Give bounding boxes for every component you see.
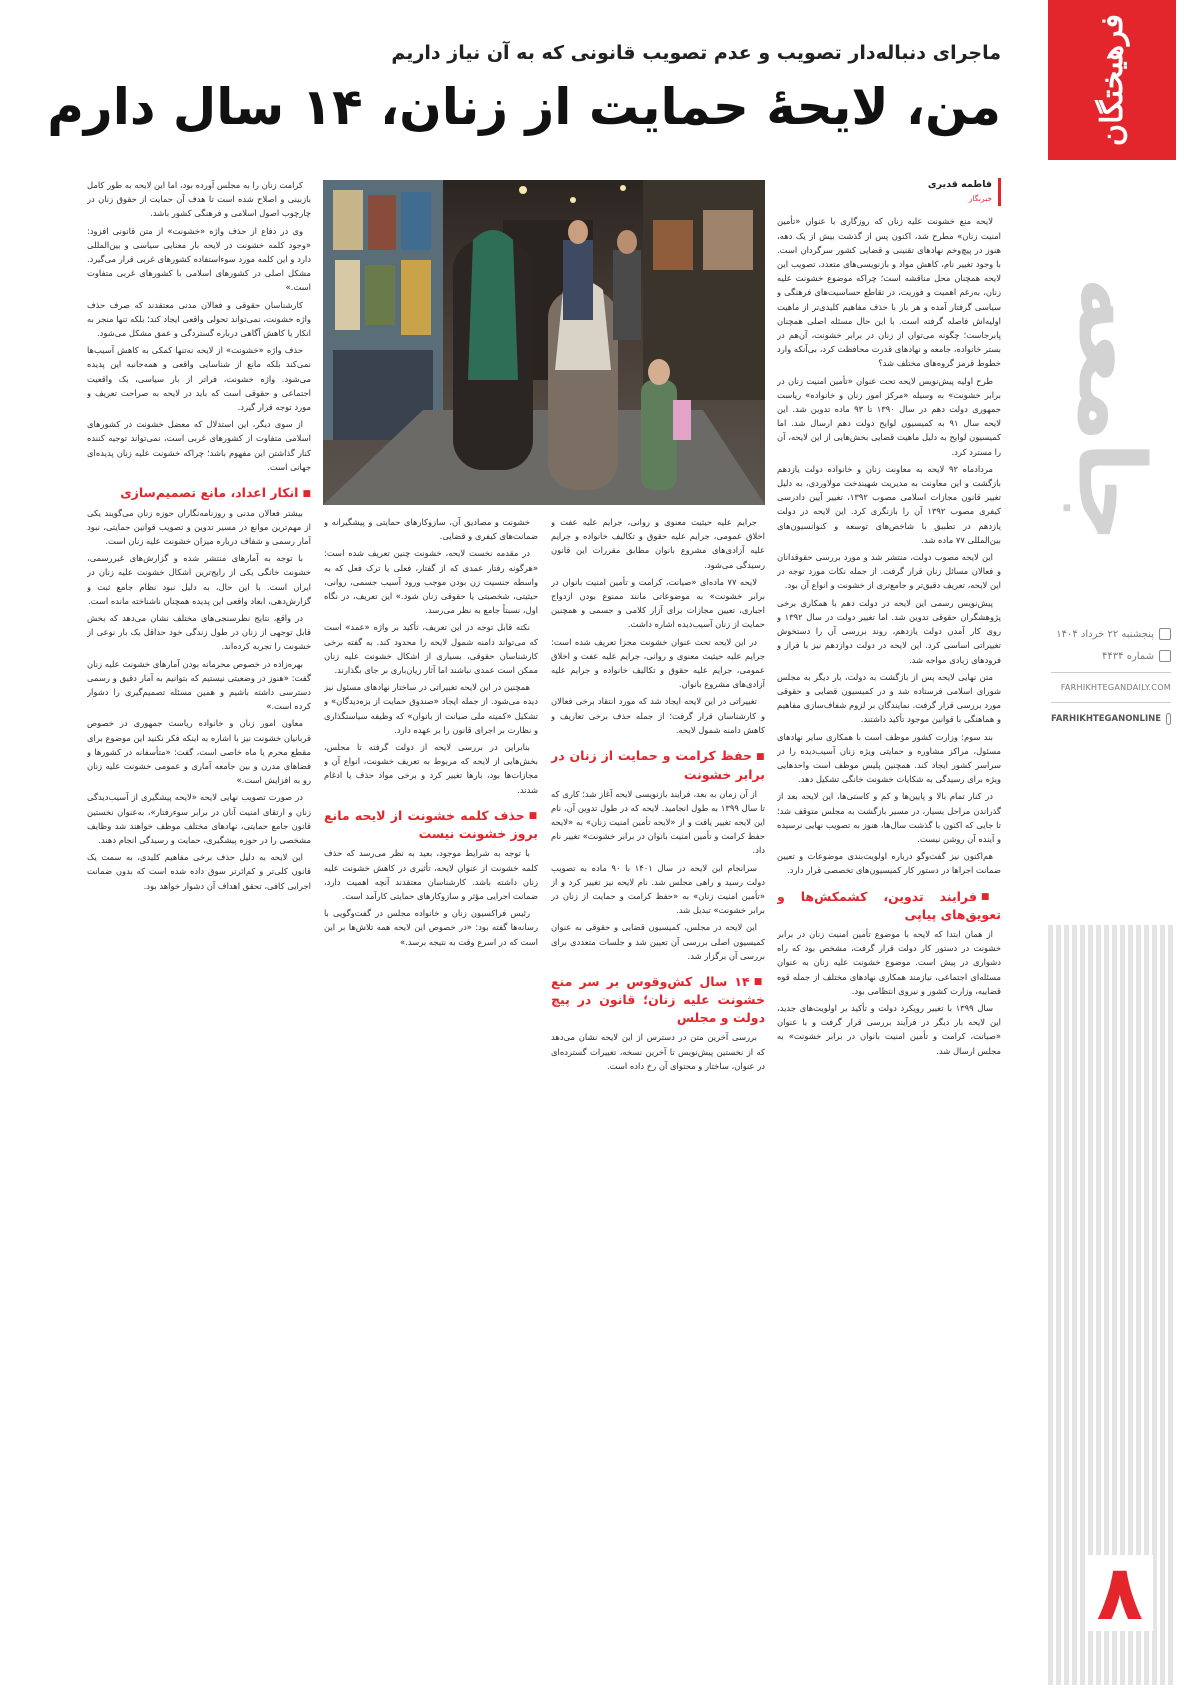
author-name: فاطمه قدیری [927, 179, 992, 190]
article-kicker: ماجرای دنباله‌دار تصویب و عدم تصویب قانونی که به آن نیاز داریم [391, 42, 1001, 64]
photo-illustration [323, 180, 765, 505]
issue-number-row [1051, 650, 1171, 662]
divider [1051, 672, 1171, 673]
paragraph: در واقع، نتایج نظرسنجی‌های مختلف نشان می‌دهد که بخش قابل توجهی از زنان در طول زندگی خود حداقل یک بار نوعی از خشونت را تجربه کرده‌اند. [87, 612, 311, 652]
paragraph: لایحه ۷۷ ماده‌ای «صیانت، کرامت و تأمین امنیت بانوان در برابر خشونت» به موضوعاتی مانند ممنوع بودن ازدواج اجباری، تعیین مجازات برای آزار کلامی و جسمی و همچنین حمایت از زنان آسیب‌دیده اشاره داشت. [551, 576, 765, 630]
paragraph: از همان ابتدا که لایحه با موضوع تأمین امنیت زنان در برابر خشونت در دستور کار دولت قرار گرفت، مشخص بود که راه دشواری در پیش است. موضوع خشونت علیه زنان به عنوان مسئله‌ای اجتماعی، نیازمند همکاری نهادهای مختلف از جمله قوه قضاییه، وزارت کشور و نیروی انتظامی بود. [777, 929, 1001, 996]
article-column-4 [87, 178, 311, 1688]
paragraph: پیش‌نویس رسمی این لایحه در دولت دهم با همکاری برخی پژوهشگران حقوقی تدوین شد. اما تغییر دولت در سال ۱۳۹۲ و روی کار آمدن دولت یازدهم، روند بررسی آن را دستخوش تغییراتی اساسی کرد. این لایحه در دولت دوازدهم نیز با فراز و فرودهای زیادی مواجه شد. [777, 597, 1001, 665]
paragraph: جرایم علیه حیثیت معنوی و روانی، جرایم علیه عفت و اخلاق عمومی، جرایم علیه حقوق و تکالیف خانواده و جرایم علیه آزادی‌های مشروع بانوان مطابق مقررات این قانون رسیدگی می‌شود. [551, 517, 765, 570]
logo-text: فرهیختگان [1094, 14, 1130, 146]
paragraph: از آن زمان به بعد، فرایند بازنویسی لایحه آغاز شد؛ کاری که تا سال ۱۳۹۹ به طول انجامید. لایحه که در طول تدوین آن، نام این لایحه تغییر یافت و از «لایحه تأمین امنیت زنان» به «لایحه حفظ کرامت و تأمین امنیت بانوان در برابر خشونت» تغییر نام داد. [551, 788, 765, 856]
website: FARHIKHTEGANDAILY.COM [1060, 683, 1171, 692]
newspaper-icon [1159, 650, 1171, 662]
subheading: ■ حذف کلمه خشونت از لایحه مانع بروز خشونت نیست [324, 807, 538, 844]
paragraph: نکته قابل توجه در این تعریف، تأکید بر واژه «عمد» است که می‌تواند دامنه شمول لایحه را محدود کند. به گفته برخی کارشناسان حقوقی، بسیاری از اشکال خشونت علیه زنان ممکن است عمدی نباشند اما آثار زیان‌باری بر جای بگذارند. [324, 622, 538, 676]
social-handle: FARHIKHTEGANONLINE [1051, 714, 1162, 724]
paragraph: با توجه به شرایط موجود، بعید به نظر می‌رسد که حذف کلمه خشونت از عنوان لایحه، تأثیری در کاهش خشونت علیه زنان داشته باشد. کارشناسان معتقدند آنچه اهمیت دارد، ضمانت اجرایی مؤثر و سازوکارهای حمایتی کارآمد است. [324, 848, 538, 901]
instagram-icon [1166, 713, 1171, 725]
paragraph: از سوی دیگر، این استدلال که معضل خشونت در کشورهای اسلامی متفاوت از کشورهای غربی است، نمی‌تواند توجیه کننده کنار گذاشتن این مفهوم باشد؛ چراکه خشونت علیه زنان پدیده‌ای جهانی است. [87, 419, 311, 472]
paragraph: کارشناسان حقوقی و فعالان مدنی معتقدند که صرف حذف واژه خشونت، نمی‌تواند تحولی واقعی ایجاد کند؛ بلکه تنها منجر به انکار یا کاهش آگاهی درباره گستردگی و عمق مشکل می‌شود. [87, 299, 311, 339]
paragraph: خشونت و مصادیق آن، سازوکارهای حمایتی و پیشگیرانه و ضمانت‌های کیفری و قضایی. [324, 517, 538, 542]
paragraph: این لایحه به دلیل حذف برخی مفاهیم کلیدی، به سمت یک قانون کلی‌تر و کم‌اثرتر سوق داده شده است که بدون ضمانت اجرایی کافی، تحقق اهداف آن دشوار خواهد بود. [87, 852, 311, 891]
paragraph: متن نهایی لایحه پس از بازگشت به دولت، بار دیگر به مجلس شورای اسلامی فرستاده شد و در کمیسیون قضایی و حقوقی مورد بررسی قرار گرفت. نمایندگان بر لزوم شفاف‌سازی مفاهیم و هماهنگی با قوانین موجود تأکید داشتند. [777, 671, 1001, 725]
section-title [1057, 210, 1165, 610]
paragraph: بررسی آخرین متن در دسترس از این لایحه نشان می‌دهد که از نخستین پیش‌نویس تا آخرین نسخه، تغییرات گسترده‌ای در عنوان، ساختار و محتوای آن رخ داده است. [551, 1032, 765, 1071]
subheading: ■ ۱۴ سال کش‌وقوس بر سر منع خشونت علیه زنان؛ قانون در پیچ دولت و مجلس [551, 973, 765, 1028]
paragraph: با توجه به آمارهای منتشر شده و گزارش‌های غیررسمی، خشونت خانگی یکی از رایج‌ترین اشکال خشونت علیه زنان در ایران است. با این حال، به دلیل نبود نظام جامع ثبت و گزارش‌دهی، ابعاد واقعی این پدیده همچنان ناشناخته مانده است. [87, 553, 311, 606]
paragraph: رئیس فراکسیون زنان و خانواده مجلس در گفت‌وگویی با رسانه‌ها گفته بود: «در خصوص این لایحه همه تلاش‌ها بر این است که در اسرع وقت به نتیجه برسد.» [324, 908, 538, 947]
paragraph: لایحه منع خشونت علیه زنان که روزگاری با عنوان «تأمین امنیت زنان» مطرح شد، اکنون پس از گذشت بیش از یک دهه، هنوز در پیچ‌وخم نهادهای تقنینی و قضایی کشور سرگردان است. با وجود تغییر نام، کاهش مواد و بازنویسی‌های متعدد، تصویب این لایحه همچنان محل مناقشه است؛ چراکه موضوع خشونت علیه زنان، به‌رغم اهمیت و فوریت، در تقاطع حساسیت‌های فرهنگی و سیاسی گرفتار آمده و هر بار با حذف مفاهیم کلیدی‌تر از ماهیت اولیه‌اش فاصله گرفته است. با این حال مسئله اصلی همچنان پابرجاست؛ چگونه می‌توان از زنان در برابر خشونت، آن‌هم در بستر خانواده، جامعه و نهادهای قدرت محافظت کرد، بی‌آنکه وارد خطوط قرمز گروه‌های مختلف شد؟ [777, 216, 1001, 369]
article-column-2 [551, 515, 765, 1690]
paragraph: طرح اولیه پیش‌نویس لایحه تحت عنوان «تأمین امنیت زنان در برابر خشونت» به وسیله «مرکز امور زنان و خانواده» ریاست جمهوری دولت دهم در سال ۱۳۹۰ تا ۹۳ ماده تدوین شد. این لایحه سال ۹۱ به کمیسیون لوایح دولت دهم ارسال شد. اما کمیسیون لوایح به دلیل ماهیت قضایی بخش‌هایی از این لایحه، آن را مسترد کرد. [777, 375, 1001, 457]
paragraph: این لایحه مصوب دولت، منتشر شد و مورد بررسی حقوقدانان و فعالان مسائل زنان قرار گرفت. از جمله نکات مورد توجه در این لایحه، تعریف دقیق‌تر و جامع‌تری از خشونت و انواع آن بود. [777, 552, 1001, 591]
article-column-1 [777, 178, 1001, 1688]
paragraph: بنابراین در بررسی لایحه از دولت گرفته تا مجلس، بخش‌هایی از لایحه که مربوط به تعریف خشونت، انواع آن و مجازات‌ها بود، بارها تغییر کرد و برخی مواد حذف یا ادغام شدند. [324, 742, 538, 795]
paragraph: معاون امور زنان و خانواده ریاست جمهوری در خصوص قربانیان خشونت نیز با اشاره به اینکه فکر نکنید این موضوع برای مقطع محرم یا ماه خاصی است، گفت: «متأسفانه در کشورها و فضاهای مدرن و بین جامعه آماری و عمومی خشونت علیه زنان رو به افزایش است.» [87, 718, 311, 786]
issue-number: شماره ۴۴۳۴ [1102, 650, 1154, 662]
calendar-icon [1159, 628, 1171, 640]
paragraph: کرامت زنان را به مجلس آورده بود، اما این لایحه به طور کامل بازبینی و اصلاح شده است تا هدف آن حمایت از حقوق زنان در چارچوب اصول اسلامی و فرهنگی کشور باشد. [87, 180, 311, 219]
social-row [1051, 713, 1171, 725]
paragraph: هم‌اکنون نیز گفت‌وگو درباره اولویت‌بندی موضوعات و تعیین ضمانت اجراها در دستور کار کمیسیون‌های تخصصی قرار دارد. [777, 851, 1001, 876]
paragraph: بیشتر فعالان مدنی و روزنامه‌نگاران حوزه زنان می‌گویند یکی از مهم‌ترین موانع در مسیر تدوین و تصویب قوانین حمایتی، نبود آمار رسمی و شفاف درباره میزان خشونت علیه زنان است. [87, 507, 311, 546]
byline [777, 178, 1001, 206]
subheading: ■ حفظ کرامت و حمایت از زنان در برابر خشونت [551, 747, 765, 784]
paragraph: مرداد‌ماه ۹۲ لایحه به معاونت زنان و خانواده دولت یازدهم بازگشت و این معاونت به مدیریت شهیندخت مولاوردی، به دلیل تغییر قانون مجازات اسلامی مصوب ۱۳۹۲، تغییر آیین دادرسی کیفری مصوب ۱۳۹۲ آن را بازنگری کرد. این لایحه در دولت یازدهم در تطبیق با شاخص‌های توسعه و کنوانسیون‌های بین‌المللی ۷۷ ماده شد. [777, 463, 1001, 545]
right-sidebar-strip [1048, 0, 1191, 1700]
paragraph: حذف واژه «خشونت» از لایحه نه‌تنها کمکی به کاهش آسیب‌ها نمی‌کند بلکه مانع از شناسایی واقعی و همه‌جانبه این پدیده می‌شود. واژه خشونت، فراتر از بار سیاسی، یک واقعیت اجتماعی و حقوقی است که باید در لایحه به صراحت تعریف و مورد توجه قرار گیرد. [87, 345, 311, 413]
paragraph: سال ۱۳۹۹ با تغییر رویکرد دولت و تأکید بر اولویت‌های جدید، این لایحه بار دیگر در فرآیند بررسی قرار گرفت و با عنوان «صیانت، کرامت و تأمین امنیت بانوان در برابر خشونت» به مجلس ارسال شد. [777, 1003, 1001, 1056]
paragraph: وی در دفاع از حذف واژه «خشونت» از متن قانونی افزود: «وجود کلمه خشونت در لایحه بار معنایی سیاسی و بین‌المللی دارد و این کلمه مورد سوءاستفاده کشورهای غربی قرار می‌گیرد. مشکل اصلی در کشورهای اسلامی با کشورهای غربی متفاوت است.» [87, 225, 311, 293]
paragraph: تغییراتی در این لایحه ایجاد شد که مورد انتقاد برخی فعالان و کارشناسان قرار گرفت؛ از جمله حذف برخی تعاریف و کاهش دامنه شمول لایحه. [551, 696, 765, 735]
paragraph: سرانجام این لایحه در سال ۱۴۰۱ با ۹۰ ماده به تصویب دولت رسید و راهی مجلس شد. نام لایحه نیز تغییر کرد و از «تأمین امنیت زنان» به «حفظ کرامت و حمایت از زنان در برابر خشونت» تبدیل شد. [551, 862, 765, 916]
paragraph: در صورت تصویب نهایی لایحه «لایحه پیشگیری از آسیب‌دیدگی زنان و ارتقای امنیت آنان در برابر سوءرفتار»، به‌عنوان نخستین قانون جامع حمایتی، نهادهای مختلف موظف خواهند شد وظایف مشخصی را در حوزه پیشگیری، حمایت و رسیدگی انجام دهند. [87, 792, 311, 846]
divider [1051, 702, 1171, 703]
newspaper-logo [1048, 0, 1176, 160]
subheading: ■ فرایند تدوین، کشمکش‌ها و تعویق‌های پیاپی [777, 888, 1001, 925]
paragraph: این لایحه در مجلس، کمیسیون قضایی و حقوقی به عنوان کمیسیون اصلی بررسی آن تعیین شد و جلسات متعددی برای بررسی آن برگزار شد. [551, 922, 765, 961]
article-column-3 [324, 515, 538, 1690]
paragraph: در کنار تمام بالا و پایین‌ها و کم و کاستی‌ها، این لایحه بعد از گذراندن مراحل بسیار، در مسیر بازگشت به مجلس متوقف شد؛ تا جایی که اکنون با گذشت سال‌ها، هنوز به تصویب نهایی نرسیده و آینده آن روشن نیست. [777, 791, 1001, 844]
paragraph: در مقدمه نخست لایحه، خشونت چنین تعریف شده است: «هرگونه رفتار عمدی که از گفتار، فعلی یا ترک فعل که به واسطه جنسیت زن بودن موجب ورود آسیب جسمی، روانی، حیثیتی، شخصیتی یا حقوقی زنان شود.» این تعریف، در نگاه اول، نسبتاً جامع به نظر می‌رسد. [324, 548, 538, 616]
page-number: ۸ [1087, 1555, 1153, 1631]
issue-meta [1051, 628, 1171, 735]
section-name: جامعه [1057, 277, 1165, 543]
author-role: خبرنگار [968, 194, 992, 204]
issue-date-row [1051, 628, 1171, 640]
paragraph: همچنین در این لایحه تغییراتی در ساختار نهادهای مسئول نیز دیده می‌شود. از جمله ایجاد «صندوق حمایت از بزه‌دیدگان» و تشکیل «کمیته ملی صیانت از بانوان» که وظیفه سیاستگذاری و نظارت بر اجرای قانون را بر عهده دارد. [324, 682, 538, 735]
paragraph: در این لایحه تحت عنوان خشونت مجزا تعریف شده است: جرایم علیه حیثیت معنوی و روانی، جرایم علیه عفت و اخلاق عمومی، جرایم علیه حقوق و تکالیف خانواده و جرایم علیه آزادی‌های مشروع بانوان. [551, 636, 765, 690]
paragraph: بند سوم: وزارت کشور موظف است با همکاری سایر نهادهای مسئول، مراکز مشاوره و حمایتی ویژه زنان آسیب‌دیده را در سراسر کشور ایجاد کند. همچنین پلیس موظف است واحدهایی ویژه برای رسیدگی به شکایات خشونت خانگی تشکیل دهد. [777, 731, 1001, 785]
paragraph: بهره‌زاده در خصوص محرمانه بودن آمارهای خشونت علیه زنان گفت: «هنوز در وضعیتی نیستیم که بتوانیم به آمار دقیق و رسمی دسترسی داشته باشیم و همین مسئله تصمیم‌گیری را دشوار کرده است.» [87, 658, 311, 712]
website-row [1051, 683, 1171, 692]
article-headline: من، لایحۀ حمایت از زنان، ۱۴ سال دارم [47, 78, 1001, 136]
subheading: ■ انکار اعداد، مانع تصمیم‌سازی [87, 484, 311, 503]
issue-date: پنجشنبه ۲۲ خرداد ۱۴۰۴ [1056, 628, 1154, 640]
market-street-photo [323, 180, 765, 505]
